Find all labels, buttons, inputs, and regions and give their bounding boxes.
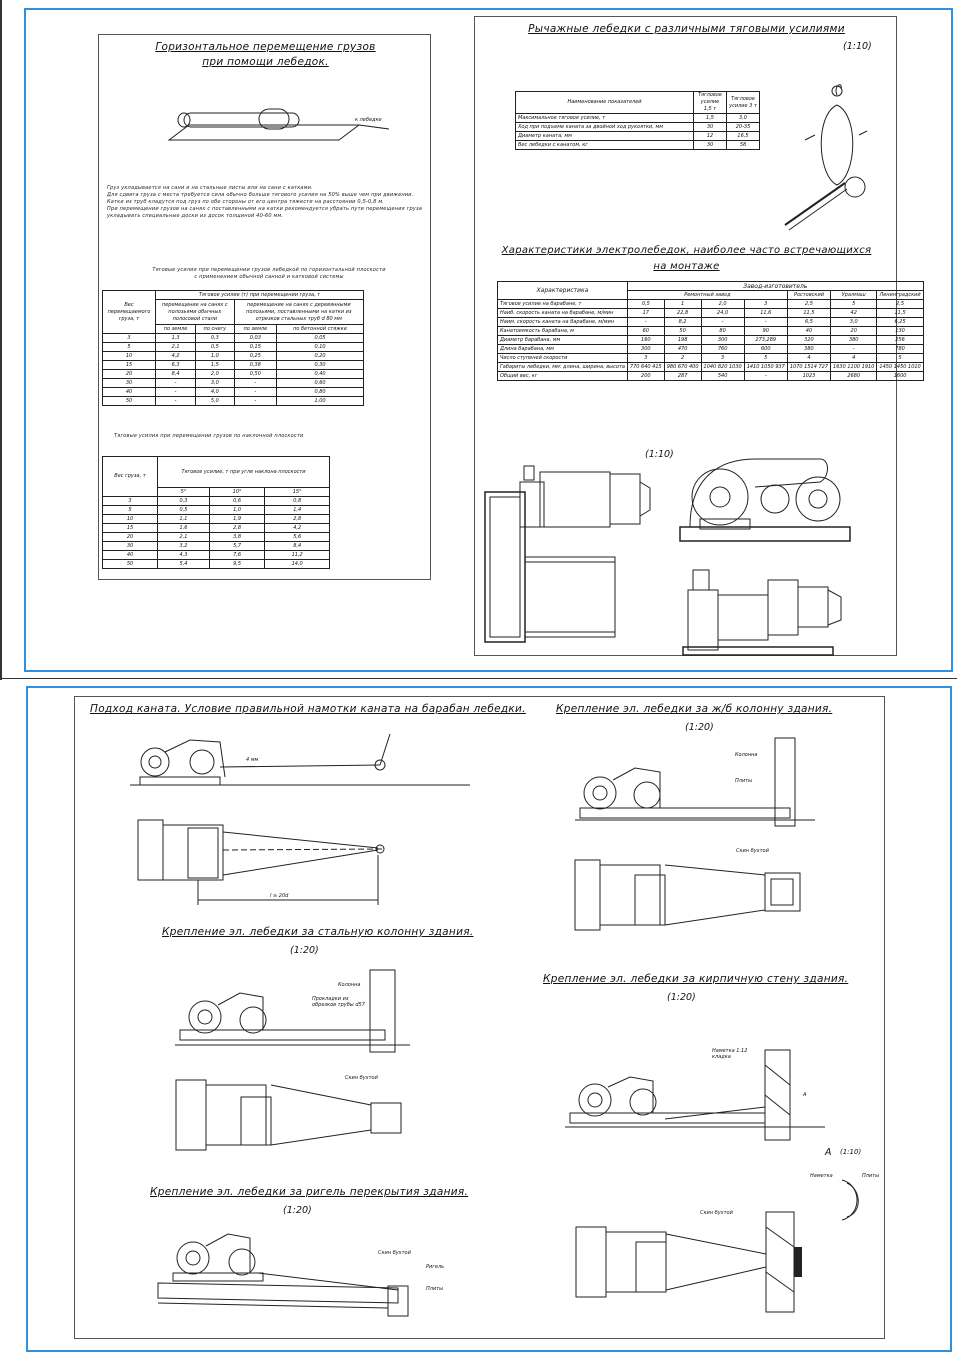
table-cell: Вес лебедки с канатом, кг [516, 141, 694, 150]
table-row [516, 114, 760, 123]
beam-label-girder: Ригель [426, 1264, 445, 1270]
rope-length-dim: l ≥ 20d [270, 893, 289, 899]
table-cell: 40 [103, 551, 158, 560]
table-cell: 3 [627, 354, 664, 363]
table-row [498, 354, 924, 363]
table-cell: 5,0 [196, 397, 235, 406]
table-cell: 760 [701, 345, 744, 354]
group-header: Тяговое усилие, т при угле наклона плоскости [158, 457, 330, 488]
table-cell: 0,6 [209, 497, 265, 506]
table-row [498, 300, 924, 309]
rc-column-title: Крепление эл. лебедки за ж/б колонну здания. [556, 703, 833, 715]
table-cell: - [701, 318, 744, 327]
table-cell: 20 [103, 533, 158, 542]
table-cell: 1410 1050 937 [744, 363, 787, 372]
table-cell: Наиб. скорость каната на барабане, м/мин [498, 309, 628, 318]
steel-column-scale: (1:20) [290, 945, 319, 956]
table-cell: - [744, 372, 787, 381]
table-cell: 80 [701, 327, 744, 336]
table-cell: 1,00 [277, 397, 364, 406]
table-cell: 1,5 [694, 114, 727, 123]
table-cell: - [831, 345, 877, 354]
table-cell: 5 [877, 354, 923, 363]
table-row [103, 388, 364, 397]
subheader-2: перемещение на санях с деревянными полозьями, поставленными на катки из отрезков стальных труб d 80 мм [234, 300, 363, 325]
table-cell: 42 [831, 309, 877, 318]
steel-label-rope: Скин бухтой [345, 1075, 378, 1081]
table-cell: 0,5 [158, 506, 210, 515]
paragraph-line: При перемещении грузов на санях с поставленными на катки рекомендуется убрать пути перемещения груза [107, 206, 423, 212]
h-c1: Ростовский [787, 291, 830, 300]
table-row [498, 309, 924, 318]
table-cell: 5 [103, 506, 158, 515]
table-cell: 2680 [831, 372, 877, 381]
table-cell: Длина барабана, мм [498, 345, 628, 354]
table-cell: Диаметр барабана, мм [498, 336, 628, 345]
table-row [103, 379, 364, 388]
table-cell: 1600 [877, 372, 923, 381]
table-row [103, 542, 330, 551]
table-cell: 470 [664, 345, 701, 354]
caption-line: с применением обычной санной и катковой системы [194, 274, 344, 280]
table-cell: Тяговое усилие на барабане, т [498, 300, 628, 309]
panel-winches [474, 16, 921, 656]
table-cell: - [744, 318, 787, 327]
table-cell: 5,7 [209, 542, 265, 551]
table-cell: 50 [103, 560, 158, 569]
table-row [103, 361, 364, 370]
el-winch-table [497, 281, 924, 381]
subheader-1: перемещение на санях с полозьями обычных полосовой стали [156, 300, 235, 325]
table-cell: 12 [694, 132, 727, 141]
paragraph-line: Груз укладывается на сани и на стальные листы или на сани с катками. [107, 185, 313, 191]
table-row [103, 560, 330, 569]
table-cell: 0,40 [277, 370, 364, 379]
paragraph-line: Для сдвига груза с места требуется сила обычно больше тягового усилия на 50% выше чем при движении. [107, 192, 414, 198]
steel-column-side-drawing [175, 965, 415, 1055]
table-cell: 600 [744, 345, 787, 354]
rc-column-scale: (1:20) [685, 722, 714, 733]
detail-label-anchor: Наметка [810, 1173, 833, 1179]
table1-body [103, 334, 364, 406]
table-cell: 2,5 [787, 300, 830, 309]
rope-side-drawing [130, 732, 470, 792]
table-row [103, 343, 364, 352]
el-winch-title-2: на монтаже [653, 261, 720, 272]
table-cell: 20 [831, 327, 877, 336]
table-cell: 380 [787, 345, 830, 354]
lever-head-0: Наименование показателей [516, 92, 694, 114]
steel-column-title: Крепление эл. лебедки за стальную колонну здания. [162, 926, 474, 938]
table-cell: 90 [744, 327, 787, 336]
table-cell: 160 [627, 336, 664, 345]
table-row [498, 363, 924, 372]
table-cell: Максимальное тяговое усилие, т [516, 114, 694, 123]
table-cell: 4,2 [265, 524, 330, 533]
beam-drawing [158, 1228, 448, 1338]
table-cell: 3 [701, 354, 744, 363]
rc-column-plan-drawing [575, 855, 815, 935]
el-table-body [498, 300, 924, 381]
beam-label-plates: Плиты [426, 1286, 444, 1292]
table1-caption [124, 267, 414, 281]
table-cell: 0,30 [277, 361, 364, 370]
table-cell: 300 [701, 336, 744, 345]
table-cell: 24,0 [701, 309, 744, 318]
table-row [103, 515, 330, 524]
table-cell: - [627, 318, 664, 327]
h-char: Характеристика [498, 282, 628, 300]
table-cell: 1,4 [265, 506, 330, 515]
angle-10: 10° [209, 488, 265, 497]
table-cell: 4,2 [156, 352, 196, 361]
table-cell: 0,05 [277, 334, 364, 343]
lever-winch-title: Рычажные лебедки с различными тяговыми усилиями [528, 23, 845, 35]
table-cell: 2,5 [877, 300, 923, 309]
table-row [103, 551, 330, 560]
table-cell: Диаметр каната, мм [516, 132, 694, 141]
table-cell: 8,4 [156, 370, 196, 379]
el-winch-front-drawing [683, 565, 853, 660]
el-winch-plan-drawing [480, 462, 650, 652]
steel-label-spacers: Прокладки из обрезков трубы d57 [312, 996, 365, 1008]
table-cell: 7,6 [209, 551, 265, 560]
table-cell: 2,8 [265, 515, 330, 524]
table-cell: 11,6 [744, 309, 787, 318]
table-cell: 3 [103, 334, 156, 343]
lever-head-2: Тягловое усилие 3 т [727, 92, 760, 114]
brick-wall-drawing [565, 1045, 835, 1140]
table-row [103, 506, 330, 515]
panel-title-line1: Горизонтальное перемещение грузов [155, 41, 376, 53]
lever-winch-drawing [775, 75, 895, 235]
table-cell: 256 [877, 336, 923, 345]
table-cell: 130 [877, 327, 923, 336]
table-cell: - [156, 388, 196, 397]
table-cell: Габариты лебедки, мм: длина, ширина, высота [498, 363, 628, 372]
lever-winch-table [515, 91, 760, 150]
table-row [516, 123, 760, 132]
rc-label-rope: Скин бухтой [736, 848, 769, 854]
table-cell: 8,2 [664, 318, 701, 327]
table-cell: 4 [787, 354, 830, 363]
table-cell: 10 [103, 515, 158, 524]
paragraph-line: Катки из труб кладутся под груз по обе стороны от его центра тяжести на расстоянии 0,5-0,8 м. [107, 199, 385, 205]
table-cell: 1630 1100 1910 [831, 363, 877, 372]
table-cell: 4 [831, 354, 877, 363]
table-row [498, 336, 924, 345]
table-cell: 22,8 [664, 309, 701, 318]
steel-label-column: Колонна [338, 982, 361, 988]
table-cell: - [156, 379, 196, 388]
table-cell: 1023 [787, 372, 830, 381]
table-cell: Наим. скорость каната на барабане, м/мин [498, 318, 628, 327]
table-cell: Канатоемкость барабана, м [498, 327, 628, 336]
steel-column-plan-drawing [176, 1075, 406, 1155]
lever-head-1: Тягловое усилие 1,5 т [694, 92, 727, 114]
table-cell: 8,4 [265, 542, 330, 551]
table-row [498, 327, 924, 336]
brick-label-rope: Скин бухтой [700, 1210, 733, 1216]
table-cell: 1,0 [209, 506, 265, 515]
table-cell: 11,5 [787, 309, 830, 318]
table-cell: 5 [103, 343, 156, 352]
table-cell: 30 [694, 141, 727, 150]
table-cell: 1,3 [156, 334, 196, 343]
table-cell: 58 [727, 141, 760, 150]
table-cell: 15 [103, 361, 156, 370]
table-cell: 0,60 [277, 379, 364, 388]
table-cell: 60 [627, 327, 664, 336]
h-ground: по земле [156, 325, 196, 334]
brick-label-anchor: Наметка 1.12 кладка [712, 1048, 748, 1060]
sheet-1-left-border [0, 0, 2, 680]
table-cell: 1,0 [196, 352, 235, 361]
sheet-divider [0, 678, 957, 679]
table-cell: 6,5 [787, 318, 830, 327]
table-cell: 0,25 [234, 352, 276, 361]
rope-label: к лебедке [355, 117, 382, 123]
table-cell: 2,8 [209, 524, 265, 533]
table-cell: 287 [664, 372, 701, 381]
table-cell: 9,5 [209, 560, 265, 569]
paragraph [107, 185, 427, 220]
table-cell: 0,80 [277, 388, 364, 397]
table-cell: 1450 1450 1010 [877, 363, 923, 372]
h-ground-2: по земле [234, 325, 276, 334]
detail-a-scale: (1:10) [840, 1148, 862, 1156]
table-cell: 11,5 [877, 309, 923, 318]
table-cell: 0,15 [234, 343, 276, 352]
table-row [498, 345, 924, 354]
panel-horizontal-moving [98, 34, 431, 580]
table-cell: 0,8 [265, 497, 330, 506]
table-cell: 3,2 [158, 542, 210, 551]
table-cell: 2,0 [701, 300, 744, 309]
table-row [103, 334, 364, 343]
table-cell: 320 [787, 336, 830, 345]
table-row [103, 397, 364, 406]
table-cell: 30 [103, 379, 156, 388]
brick-wall-scale: (1:20) [667, 992, 696, 1003]
table-cell: - [234, 397, 276, 406]
table-row [103, 524, 330, 533]
detail-a-drawing [832, 1175, 882, 1225]
table-cell: 2 [664, 354, 701, 363]
group-header: Тяговое усилие (т) при перемещении груза, т [156, 291, 364, 300]
rc-column-side-drawing [575, 738, 815, 828]
table-cell: 1,9 [209, 515, 265, 524]
el-winch-title: Характеристики электролебедок, наиболее часто встречающихся [501, 245, 872, 256]
table-cell: 3 [103, 497, 158, 506]
table-row [103, 352, 364, 361]
detail-a-label: A [825, 1147, 832, 1158]
lever-table-body [516, 114, 760, 150]
angle-15: 15° [265, 488, 330, 497]
table-cell: 40 [103, 388, 156, 397]
table-cell: 1 [664, 300, 701, 309]
table-cell: 1,5 [196, 361, 235, 370]
table-cell: 16,5 [727, 132, 760, 141]
table-row [103, 497, 330, 506]
table-row [498, 372, 924, 381]
table-cell: 6,25 [877, 318, 923, 327]
beam-scale: (1:20) [283, 1205, 312, 1216]
caption-line: Тяговые усилия при перемещении грузов лебедкой по горизонтальной плоскости [152, 267, 386, 273]
table-cell: 5,6 [265, 533, 330, 542]
h-maker: Завод-изготовитель [627, 282, 923, 291]
table-cell: 6,3 [156, 361, 196, 370]
table-row [103, 370, 364, 379]
table-cell: - [234, 388, 276, 397]
el-scale: (1:10) [645, 449, 674, 460]
table-cell: 14,0 [265, 560, 330, 569]
h-group: Ремонтный завод [627, 291, 787, 300]
table-cell: 10 [103, 352, 156, 361]
table-cell: 0,3 [158, 497, 210, 506]
h-c2: Уралмаш [831, 291, 877, 300]
brick-label-a: A [803, 1092, 807, 1098]
table-row [516, 132, 760, 141]
table-cell: 0,03 [234, 334, 276, 343]
table-incline-force [102, 456, 330, 569]
col-weight-header: Вес груза, т [103, 457, 158, 497]
table-cell: 3 [744, 300, 787, 309]
table-cell: 0,50 [234, 370, 276, 379]
table-cell: 3,0 [831, 318, 877, 327]
rope-approach-title: Подход каната. Условие правильной намотки каната на барабан лебедки. [90, 703, 526, 715]
table-cell: 273,289 [744, 336, 787, 345]
table-cell: 3,0 [727, 114, 760, 123]
panel-title-line2: при помощи лебедок. [202, 56, 329, 68]
h-concrete: по бетонной стяжке [277, 325, 364, 334]
table-cell: 2,1 [158, 533, 210, 542]
h-c3: Ленинградский [877, 291, 923, 300]
table-cell: 5 [744, 354, 787, 363]
table-row [498, 318, 924, 327]
sledge-drawing [139, 95, 399, 165]
table-cell: 198 [664, 336, 701, 345]
table-cell: 980 670 400 [664, 363, 701, 372]
table-cell: 300 [627, 345, 664, 354]
paragraph-line: укладывать специальные доски из досок толщиной 40-60 мм. [107, 213, 284, 219]
table-cell: 3,0 [196, 379, 235, 388]
el-winch-side-drawing [680, 457, 860, 557]
brick-wall-title: Крепление эл. лебедки за кирпичную стену здания. [543, 973, 849, 985]
table-cell: 770 640 415 [627, 363, 664, 372]
beam-label-rope: Скин бухтой [378, 1250, 411, 1256]
table-cell: 20 [103, 370, 156, 379]
table-cell: 0,10 [277, 343, 364, 352]
rc-label-column: Колонна [735, 752, 758, 758]
table-cell: Число ступеней скорости [498, 354, 628, 363]
table-cell: 0,5 [627, 300, 664, 309]
table-cell: 40 [787, 327, 830, 336]
table-cell: - [234, 379, 276, 388]
table-cell: 11,2 [265, 551, 330, 560]
table-cell: 15 [103, 524, 158, 533]
table-cell: 50 [103, 397, 156, 406]
table-cell: - [156, 397, 196, 406]
table-cell: 1,1 [158, 515, 210, 524]
table-cell: 5 [831, 300, 877, 309]
table-cell: 0,38 [234, 361, 276, 370]
beam-title: Крепление эл. лебедки за ригель перекрытия здания. [150, 1186, 469, 1198]
table-cell: 17 [627, 309, 664, 318]
table-cell: 50 [664, 327, 701, 336]
rope-plan-drawing [128, 800, 398, 910]
lever-scale: (1:10) [843, 41, 872, 52]
table2-caption: Тяговые усилия при перемещении грузов по наклонной плоскости [114, 433, 304, 439]
table-cell: 200 [627, 372, 664, 381]
brick-wall-plan-drawing [576, 1212, 836, 1312]
table-cell: Общий вес, кг [498, 372, 628, 381]
table-cell: 0,20 [277, 352, 364, 361]
table-cell: 5,4 [158, 560, 210, 569]
table-cell: 3,8 [209, 533, 265, 542]
table2-body [103, 497, 330, 569]
detail-label-plates: Плиты [862, 1173, 880, 1179]
table-cell: 2,1 [156, 343, 196, 352]
table-row [516, 141, 760, 150]
h-snow: по снегу [196, 325, 235, 334]
table-cell: 30 [694, 123, 727, 132]
table-cell: 380 [831, 336, 877, 345]
table-cell: 0,5 [196, 343, 235, 352]
table-cell: 30 [103, 542, 158, 551]
table-cell: 4,0 [196, 388, 235, 397]
table-cell: 4,3 [158, 551, 210, 560]
table-cell: 780 [877, 345, 923, 354]
table-cell: 1070 1514 727 [787, 363, 830, 372]
table-cell: 0,3 [196, 334, 235, 343]
col-weight-header: Вес перемещаемого груза, т [103, 291, 156, 334]
rc-label-plates: Плиты [735, 778, 753, 784]
table-cell: Ход при подъеме каната за двойной ход рукоятки, мм [516, 123, 694, 132]
table-cell: 2,0 [196, 370, 235, 379]
table-horizontal-force [102, 290, 364, 406]
table-row [103, 533, 330, 542]
table-cell: 20-35 [727, 123, 760, 132]
table-cell: 540 [701, 372, 744, 381]
rope-size-label: 4 мм [246, 757, 259, 763]
table-cell: 1,6 [158, 524, 210, 533]
table-cell: 1040 820 1030 [701, 363, 744, 372]
angle-5: 5° [158, 488, 210, 497]
